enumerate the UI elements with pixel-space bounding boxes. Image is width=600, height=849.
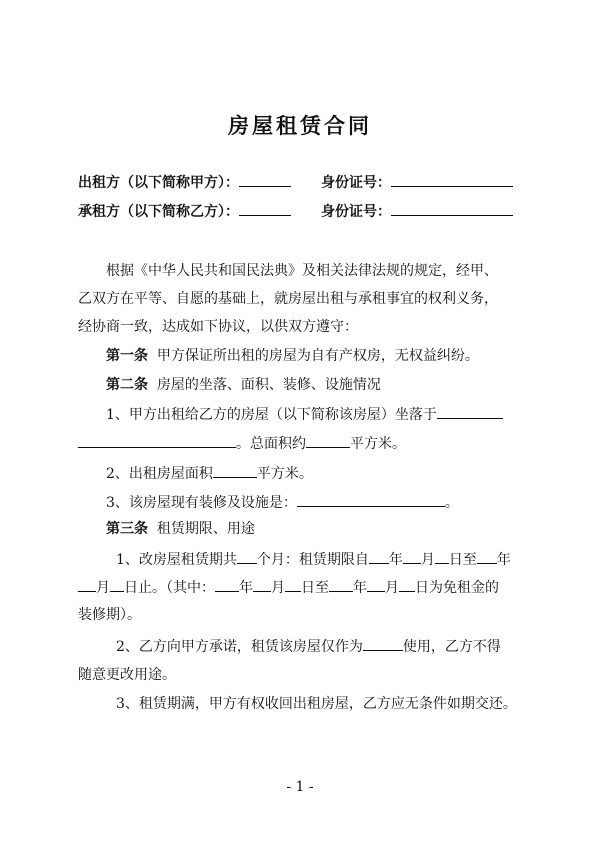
article-1-text: 甲方保证所出租的房屋为自有产权房，无权益纠纷。: [156, 348, 479, 364]
month-label: 月: [271, 580, 285, 596]
lessee-label: 承租方（以下简称乙方）：: [78, 204, 239, 220]
article-2-heading: 第二条: [106, 377, 148, 393]
start-year-blank: [369, 550, 389, 564]
lessee-name-blank: [239, 202, 291, 216]
free-start-month-blank: [253, 578, 271, 592]
article-3-item-2: [116, 637, 501, 656]
page-title: 房屋租赁合同: [228, 113, 372, 138]
article-1: [106, 347, 479, 365]
months-blank: [237, 550, 257, 564]
lessee-line: [78, 202, 513, 221]
usage-text: 2、乙方向甲方承诺，租赁该房屋仅作为: [116, 639, 363, 655]
preamble-line-1: 根据《中华人民共和国民法典》及相关法律法规的规定，经甲、: [106, 263, 498, 279]
article-2-text: 房屋的坐落、面积、装修、设施情况: [156, 377, 381, 393]
end-year-blank: [477, 550, 497, 564]
lessor-name-blank: [239, 173, 291, 187]
rental-area-unit: 平方米。: [256, 466, 313, 482]
to-label: 日至: [448, 552, 477, 568]
year-label: 年: [496, 552, 511, 568]
free-start-year-blank: [215, 578, 239, 592]
month-label: 月: [96, 580, 110, 596]
end-text: 日止。（其中：: [124, 580, 215, 596]
article-3-heading: 第三条: [106, 521, 148, 537]
address-blank-cont: [78, 434, 236, 448]
usage-blank: [363, 637, 403, 651]
lessee-id-blank: [391, 202, 513, 216]
total-area-text: 。总面积约: [236, 436, 306, 452]
article-1-heading: 第一条: [106, 348, 148, 364]
address-blank: [437, 405, 503, 419]
lessor-line: [78, 173, 513, 192]
article-3: [106, 520, 255, 538]
total-area-blank: [306, 434, 350, 448]
lease-period-text: 个月：租赁期限自: [256, 552, 369, 568]
lessor-id-blank: [391, 173, 513, 187]
start-month-blank: [403, 550, 421, 564]
end-month-blank: [78, 578, 96, 592]
article-2-item-1: [106, 405, 503, 424]
rental-area-text: 2、出租房屋面积: [106, 466, 213, 482]
month-label: 月: [420, 552, 435, 568]
start-day-blank: [435, 550, 449, 564]
year-label: 年: [388, 552, 403, 568]
free-rent-text: 日为免租金的: [415, 580, 499, 596]
page-number: - 1 -: [286, 779, 314, 795]
free-end-month-blank: [367, 578, 385, 592]
decoration-blank: [297, 493, 445, 507]
end-day-blank: [110, 578, 124, 592]
free-end-year-blank: [329, 578, 353, 592]
lessee-id-label: 身份证号：: [321, 204, 391, 220]
article-2-item-1-text: 1、甲方出租给乙方的房屋（以下简称该房屋）坐落于: [106, 407, 437, 423]
free-end-day-blank: [399, 578, 415, 592]
article-3-text: 租赁期限、用途: [156, 521, 255, 537]
article-3-item-2-cont: 随意更改用途。: [78, 667, 176, 683]
article-3-item-3: 3、租赁期满，甲方有权收回出租房屋，乙方应无条件如期交还。: [116, 696, 517, 712]
preamble-line-2: 乙双方在平等、自愿的基础上，就房屋出租与承租事宜的权利义务，: [78, 291, 498, 307]
decoration-end: 。: [444, 495, 459, 511]
decoration-text: 3、该房屋现有装修及设施是：: [106, 495, 297, 511]
to-label: 日至: [301, 580, 329, 596]
article-3-item-1-cont: [78, 578, 499, 597]
total-area-unit: 平方米。: [350, 436, 406, 452]
article-2-item-1-cont: [78, 434, 406, 453]
lessor-id-label: 身份证号：: [321, 175, 391, 191]
lease-term-text: 1、改房屋租赁期共: [116, 552, 237, 568]
article-3-item-1-end: 装修期）。: [78, 607, 141, 623]
article-2: [106, 376, 381, 394]
article-2-item-2: [106, 464, 313, 483]
lessor-label: 出租方（以下简称甲方）：: [78, 175, 239, 191]
usage-text-cont: 使用，乙方不得: [402, 639, 501, 655]
article-3-item-1: [116, 550, 511, 569]
year-label: 年: [353, 580, 367, 596]
article-2-item-3: [106, 493, 459, 512]
free-start-day-blank: [285, 578, 301, 592]
preamble-line-3: 经协商一致，达成如下协议，以供双方遵守：: [78, 319, 358, 335]
rental-area-blank: [213, 464, 257, 478]
month-label: 月: [385, 580, 399, 596]
year-label: 年: [239, 580, 253, 596]
